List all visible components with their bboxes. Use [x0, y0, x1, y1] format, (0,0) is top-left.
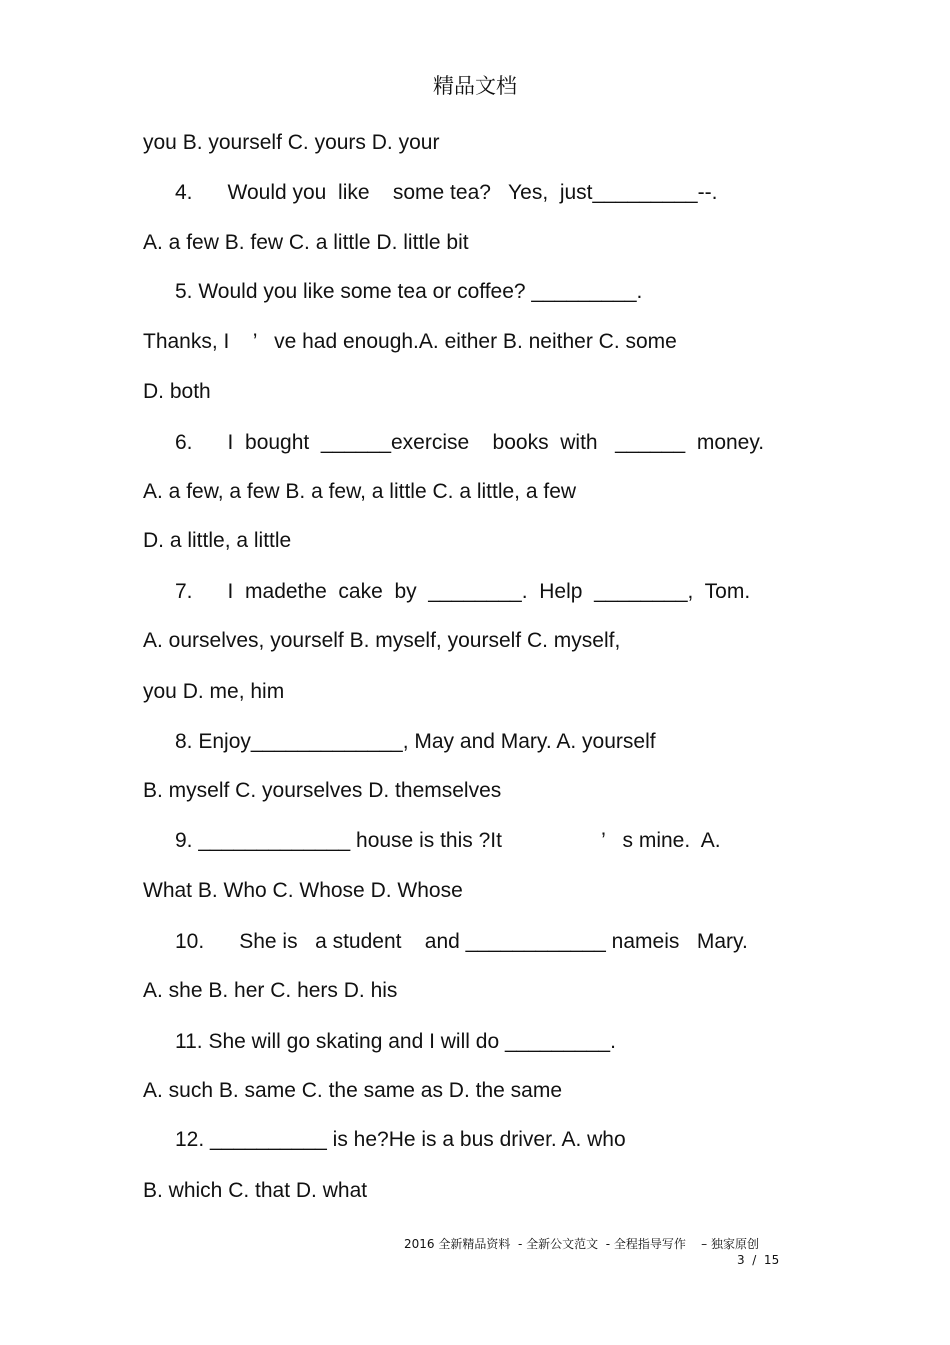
- question-5: 5. Would you like some tea or coffee? _________.: [175, 280, 643, 303]
- question-8: 8. Enjoy_____________, May and Mary. A. yourself: [175, 730, 656, 753]
- question-6: 6. I bought ______exercise books with ______ money.: [175, 431, 765, 454]
- text-line: B. which C. that D. what: [143, 1179, 368, 1202]
- text-line: Thanks, I ’ ve had enough.A. either B. neither C. some: [143, 330, 677, 353]
- text-line: B. myself C. yourselves D. themselves: [143, 779, 502, 802]
- text-line: A. ourselves, yourself B. myself, yourself C. myself,: [143, 629, 621, 652]
- text-line: you B. yourself C. yours D. your: [143, 131, 440, 154]
- question-11: 11. She will go skating and I will do _________.: [175, 1030, 616, 1053]
- text-line: D. both: [143, 380, 211, 403]
- page-footer: 2016 全新精品资料 - 全新公文范文 - 全程指导写作 – 独家原创: [404, 1237, 759, 1251]
- text-line: A. she B. her C. hers D. his: [143, 979, 398, 1002]
- question-4: 4. Would you like some tea? Yes, just_________--.: [175, 181, 718, 204]
- text-line: D. a little, a little: [143, 529, 292, 552]
- question-7: 7. I madethe cake by ________. Help ________, Tom.: [175, 580, 751, 603]
- page-header: 精品文档: [433, 74, 517, 98]
- text-line: you D. me, him: [143, 680, 285, 703]
- page-number: 3 / 15: [737, 1253, 780, 1267]
- text-line: A. a few B. few C. a little D. little bit: [143, 231, 469, 254]
- text-line: A. a few, a few B. a few, a little C. a little, a few: [143, 480, 577, 503]
- question-12: 12. __________ is he?He is a bus driver. A. who: [175, 1128, 626, 1151]
- text-line: A. such B. same C. the same as D. the same: [143, 1079, 563, 1102]
- question-10: 10. She is a student and ____________ nameis Mary.: [175, 930, 748, 953]
- text-line: What B. Who C. Whose D. Whose: [143, 879, 463, 902]
- question-9: 9. _____________ house is this ?It ’ s mine. A.: [175, 829, 721, 852]
